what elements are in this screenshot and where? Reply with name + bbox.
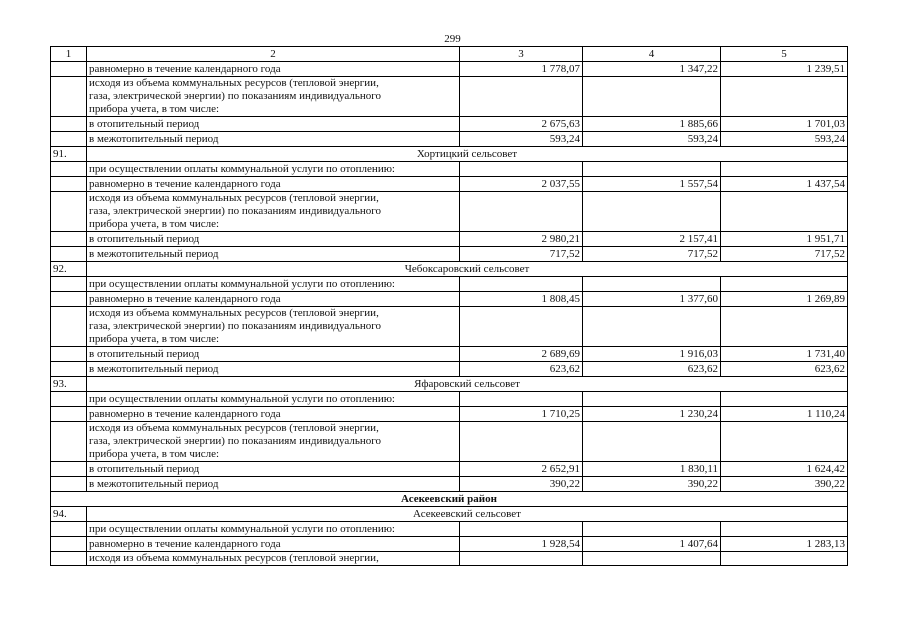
value-col-5: 1 269,89: [721, 292, 848, 307]
row-description: [87, 192, 460, 232]
row-description: в межотопительный период: [87, 132, 460, 147]
row-description: [87, 77, 460, 117]
value-col-4: [583, 162, 721, 177]
value-col-5: 717,52: [721, 247, 848, 262]
value-col-4: [583, 277, 721, 292]
value-col-3: 1 710,25: [460, 407, 583, 422]
row-number: [51, 292, 87, 307]
tariff-table: [50, 46, 848, 566]
table-row: [51, 392, 848, 407]
row-description: в межотопительный период: [87, 477, 460, 492]
row-description: исходя из объема коммунальных ресурсов (тепловой энергии,: [87, 552, 460, 566]
value-col-3: [460, 552, 583, 566]
description-line: газа, электрической энергии) по показаниям индивидуального: [89, 320, 381, 332]
value-col-3: 2 037,55: [460, 177, 583, 192]
value-col-5: [721, 307, 848, 347]
table-row: [51, 522, 848, 537]
row-description: в межотопительный период: [87, 247, 460, 262]
table-row: [51, 247, 848, 262]
table-row: [51, 177, 848, 192]
value-col-4: [583, 522, 721, 537]
table-row: [51, 552, 848, 566]
section-row: [51, 507, 848, 522]
value-col-3: 1 928,54: [460, 537, 583, 552]
table-row: [51, 232, 848, 247]
table-row: [51, 362, 848, 377]
value-col-5: 1 283,13: [721, 537, 848, 552]
table-row: [51, 422, 848, 462]
row-number: [51, 192, 87, 232]
value-col-5: [721, 192, 848, 232]
value-col-3: 593,24: [460, 132, 583, 147]
value-col-4: 1 830,11: [583, 462, 721, 477]
section-title: Хортицкий сельсовет: [87, 147, 848, 162]
value-col-4: 1 407,64: [583, 537, 721, 552]
header-cell-4: 4: [583, 47, 721, 62]
value-col-3: [460, 162, 583, 177]
section-title: Чебоксаровский сельсовет: [87, 262, 848, 277]
value-col-4: [583, 392, 721, 407]
table-row: [51, 132, 848, 147]
row-number: [51, 422, 87, 462]
region-title: Асекеевский район: [51, 492, 848, 507]
value-col-4: 1 377,60: [583, 292, 721, 307]
row-number: [51, 277, 87, 292]
value-col-3: 390,22: [460, 477, 583, 492]
value-col-5: 1 110,24: [721, 407, 848, 422]
row-description: равномерно в течение календарного года: [87, 537, 460, 552]
row-number: [51, 392, 87, 407]
region-row: [51, 492, 848, 507]
row-description: в отопительный период: [87, 117, 460, 132]
table-row: [51, 77, 848, 117]
row-description: в отопительный период: [87, 232, 460, 247]
row-description: [87, 307, 460, 347]
row-number: [51, 477, 87, 492]
description-line: прибора учета, в том числе:: [89, 218, 220, 230]
value-col-5: 1 951,71: [721, 232, 848, 247]
value-col-4: 593,24: [583, 132, 721, 147]
value-col-5: 390,22: [721, 477, 848, 492]
header-row: [51, 47, 848, 62]
description-line: прибора учета, в том числе:: [89, 448, 220, 460]
value-col-3: [460, 422, 583, 462]
value-col-4: 1 230,24: [583, 407, 721, 422]
row-number: [51, 117, 87, 132]
description-line: газа, электрической энергии) по показаниям индивидуального: [89, 90, 381, 102]
value-col-4: [583, 552, 721, 566]
value-col-5: [721, 277, 848, 292]
description-line: исходя из объема коммунальных ресурсов (тепловой энергии,: [89, 422, 379, 434]
table-row: [51, 347, 848, 362]
row-description: при осуществлении оплаты коммунальной услуги по отоплению:: [87, 392, 460, 407]
value-col-3: [460, 77, 583, 117]
header-cell-3: 3: [460, 47, 583, 62]
section-title: Яфаровский сельсовет: [87, 377, 848, 392]
value-col-4: 2 157,41: [583, 232, 721, 247]
value-col-5: [721, 77, 848, 117]
table-row: [51, 62, 848, 77]
value-col-5: 1 437,54: [721, 177, 848, 192]
value-col-4: 390,22: [583, 477, 721, 492]
row-number: [51, 362, 87, 377]
row-number: 91.: [51, 147, 87, 162]
section-title: Асекеевский сельсовет: [87, 507, 848, 522]
value-col-5: [721, 162, 848, 177]
row-description: [87, 422, 460, 462]
value-col-3: [460, 522, 583, 537]
value-col-3: 1 808,45: [460, 292, 583, 307]
header-cell-5: 5: [721, 47, 848, 62]
value-col-5: [721, 522, 848, 537]
row-description: равномерно в течение календарного года: [87, 177, 460, 192]
value-col-3: [460, 277, 583, 292]
value-col-3: 2 652,91: [460, 462, 583, 477]
value-col-3: 623,62: [460, 362, 583, 377]
value-col-5: 593,24: [721, 132, 848, 147]
description-line: исходя из объема коммунальных ресурсов (тепловой энергии,: [89, 77, 379, 89]
table-body: [51, 47, 848, 566]
header-cell-2: 2: [87, 47, 460, 62]
value-col-4: [583, 77, 721, 117]
value-col-3: 717,52: [460, 247, 583, 262]
row-description: равномерно в течение календарного года: [87, 62, 460, 77]
section-row: [51, 147, 848, 162]
table-row: [51, 477, 848, 492]
row-number: 92.: [51, 262, 87, 277]
description-line: прибора учета, в том числе:: [89, 103, 220, 115]
row-description: в межотопительный период: [87, 362, 460, 377]
value-col-3: [460, 307, 583, 347]
value-col-5: [721, 552, 848, 566]
value-col-4: 1 885,66: [583, 117, 721, 132]
value-col-4: 1 557,54: [583, 177, 721, 192]
value-col-5: 1 239,51: [721, 62, 848, 77]
table-row: [51, 307, 848, 347]
table-row: [51, 277, 848, 292]
value-col-3: 2 980,21: [460, 232, 583, 247]
description-line: газа, электрической энергии) по показаниям индивидуального: [89, 205, 381, 217]
row-number: 94.: [51, 507, 87, 522]
row-number: [51, 132, 87, 147]
row-number: [51, 77, 87, 117]
row-description: при осуществлении оплаты коммунальной услуги по отоплению:: [87, 522, 460, 537]
row-description: в отопительный период: [87, 462, 460, 477]
value-col-5: 1 624,42: [721, 462, 848, 477]
table-row: [51, 162, 848, 177]
row-number: [51, 407, 87, 422]
value-col-5: 1 731,40: [721, 347, 848, 362]
page-number: 299: [444, 33, 461, 45]
row-number: [51, 307, 87, 347]
description-line: газа, электрической энергии) по показаниям индивидуального: [89, 435, 381, 447]
value-col-4: 717,52: [583, 247, 721, 262]
row-number: 93.: [51, 377, 87, 392]
row-description: в отопительный период: [87, 347, 460, 362]
value-col-3: 1 778,07: [460, 62, 583, 77]
description-line: исходя из объема коммунальных ресурсов (тепловой энергии,: [89, 192, 379, 204]
row-number: [51, 162, 87, 177]
row-description: при осуществлении оплаты коммунальной услуги по отоплению:: [87, 162, 460, 177]
row-number: [51, 62, 87, 77]
value-col-3: [460, 192, 583, 232]
value-col-4: 1 916,03: [583, 347, 721, 362]
value-col-5: 623,62: [721, 362, 848, 377]
row-number: [51, 232, 87, 247]
description-line: исходя из объема коммунальных ресурсов (тепловой энергии,: [89, 307, 379, 319]
header-cell-1: 1: [51, 47, 87, 62]
description-line: прибора учета, в том числе:: [89, 333, 220, 345]
value-col-3: [460, 392, 583, 407]
row-number: [51, 522, 87, 537]
row-description: при осуществлении оплаты коммунальной услуги по отоплению:: [87, 277, 460, 292]
row-description: равномерно в течение календарного года: [87, 407, 460, 422]
value-col-3: 2 675,63: [460, 117, 583, 132]
table-row: [51, 192, 848, 232]
row-number: [51, 177, 87, 192]
row-number: [51, 552, 87, 566]
row-number: [51, 247, 87, 262]
row-number: [51, 537, 87, 552]
table-row: [51, 117, 848, 132]
value-col-4: [583, 192, 721, 232]
value-col-4: [583, 422, 721, 462]
value-col-4: 623,62: [583, 362, 721, 377]
table-row: [51, 462, 848, 477]
row-description: равномерно в течение календарного года: [87, 292, 460, 307]
section-row: [51, 262, 848, 277]
value-col-5: 1 701,03: [721, 117, 848, 132]
table-row: [51, 292, 848, 307]
row-number: [51, 347, 87, 362]
value-col-3: 2 689,69: [460, 347, 583, 362]
table-row: [51, 537, 848, 552]
value-col-4: [583, 307, 721, 347]
section-row: [51, 377, 848, 392]
value-col-4: 1 347,22: [583, 62, 721, 77]
row-number: [51, 462, 87, 477]
table-row: [51, 407, 848, 422]
value-col-5: [721, 392, 848, 407]
value-col-5: [721, 422, 848, 462]
